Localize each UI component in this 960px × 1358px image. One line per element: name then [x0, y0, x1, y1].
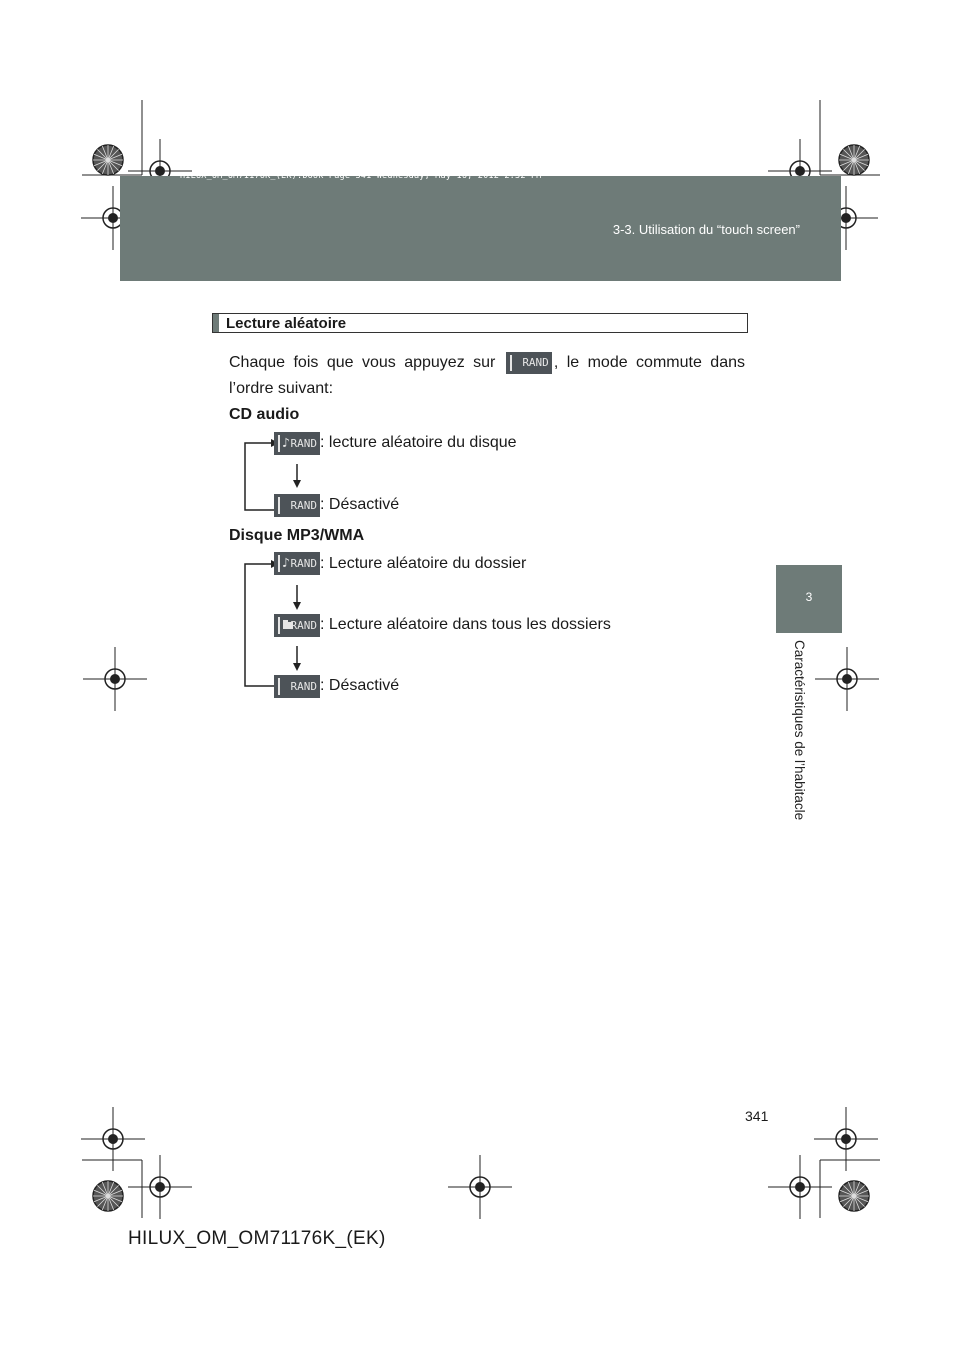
chapter-number: 3 — [805, 590, 813, 604]
rand-button-icon — [506, 352, 552, 374]
rand-off-icon: RAND — [274, 494, 320, 517]
mode-text: : Lecture aléatoire du dossier — [320, 555, 527, 572]
rand-all-folders-icon: RAND — [274, 614, 320, 637]
rand-folder-icon: ♪ RAND — [274, 552, 320, 575]
rand-disc-icon: ♪ RAND — [274, 432, 320, 455]
group-title-mp3-wma: Disque MP3/WMA — [229, 527, 365, 544]
print-info-line: HILUX_OM_OM71176K_(EK).book Page 341 Wednesday, May 16, 2012 2:32 PM — [180, 171, 542, 181]
mode-text: : lecture aléatoire du disque — [320, 434, 517, 451]
subheading-box — [212, 313, 748, 333]
mode-text: : Lecture aléatoire dans tous les dossiers — [320, 616, 611, 633]
music-note-icon: ♪ — [282, 556, 290, 571]
page-number: 341 — [745, 1108, 769, 1124]
intro-text-1: Chaque fois que vous appuyez sur — [229, 354, 496, 371]
subheading-title: Lecture aléatoire — [226, 315, 347, 332]
mode-text: : Désactivé — [320, 677, 400, 694]
footer-code: HILUX_OM_OM71176K_(EK) — [128, 1228, 386, 1249]
chapter-label: Caractéristiques de l’habitacle — [792, 640, 807, 821]
intro-paragraph — [229, 350, 745, 402]
rand-button-label: RAND — [522, 355, 549, 369]
subheading-accent-bar — [213, 314, 219, 332]
intro-text-2: , le mode commute dans l’ordre suivant: — [229, 354, 745, 397]
rand-off-icon: RAND — [274, 675, 320, 698]
cycle-arrows-mp3 — [238, 551, 308, 751]
section-title: 3-3. Utilisation du “touch screen” — [612, 222, 800, 237]
group-title-cd-audio: CD audio — [229, 406, 300, 423]
music-note-icon: ♪ — [282, 436, 290, 451]
mode-text: : Désactivé — [320, 496, 400, 513]
